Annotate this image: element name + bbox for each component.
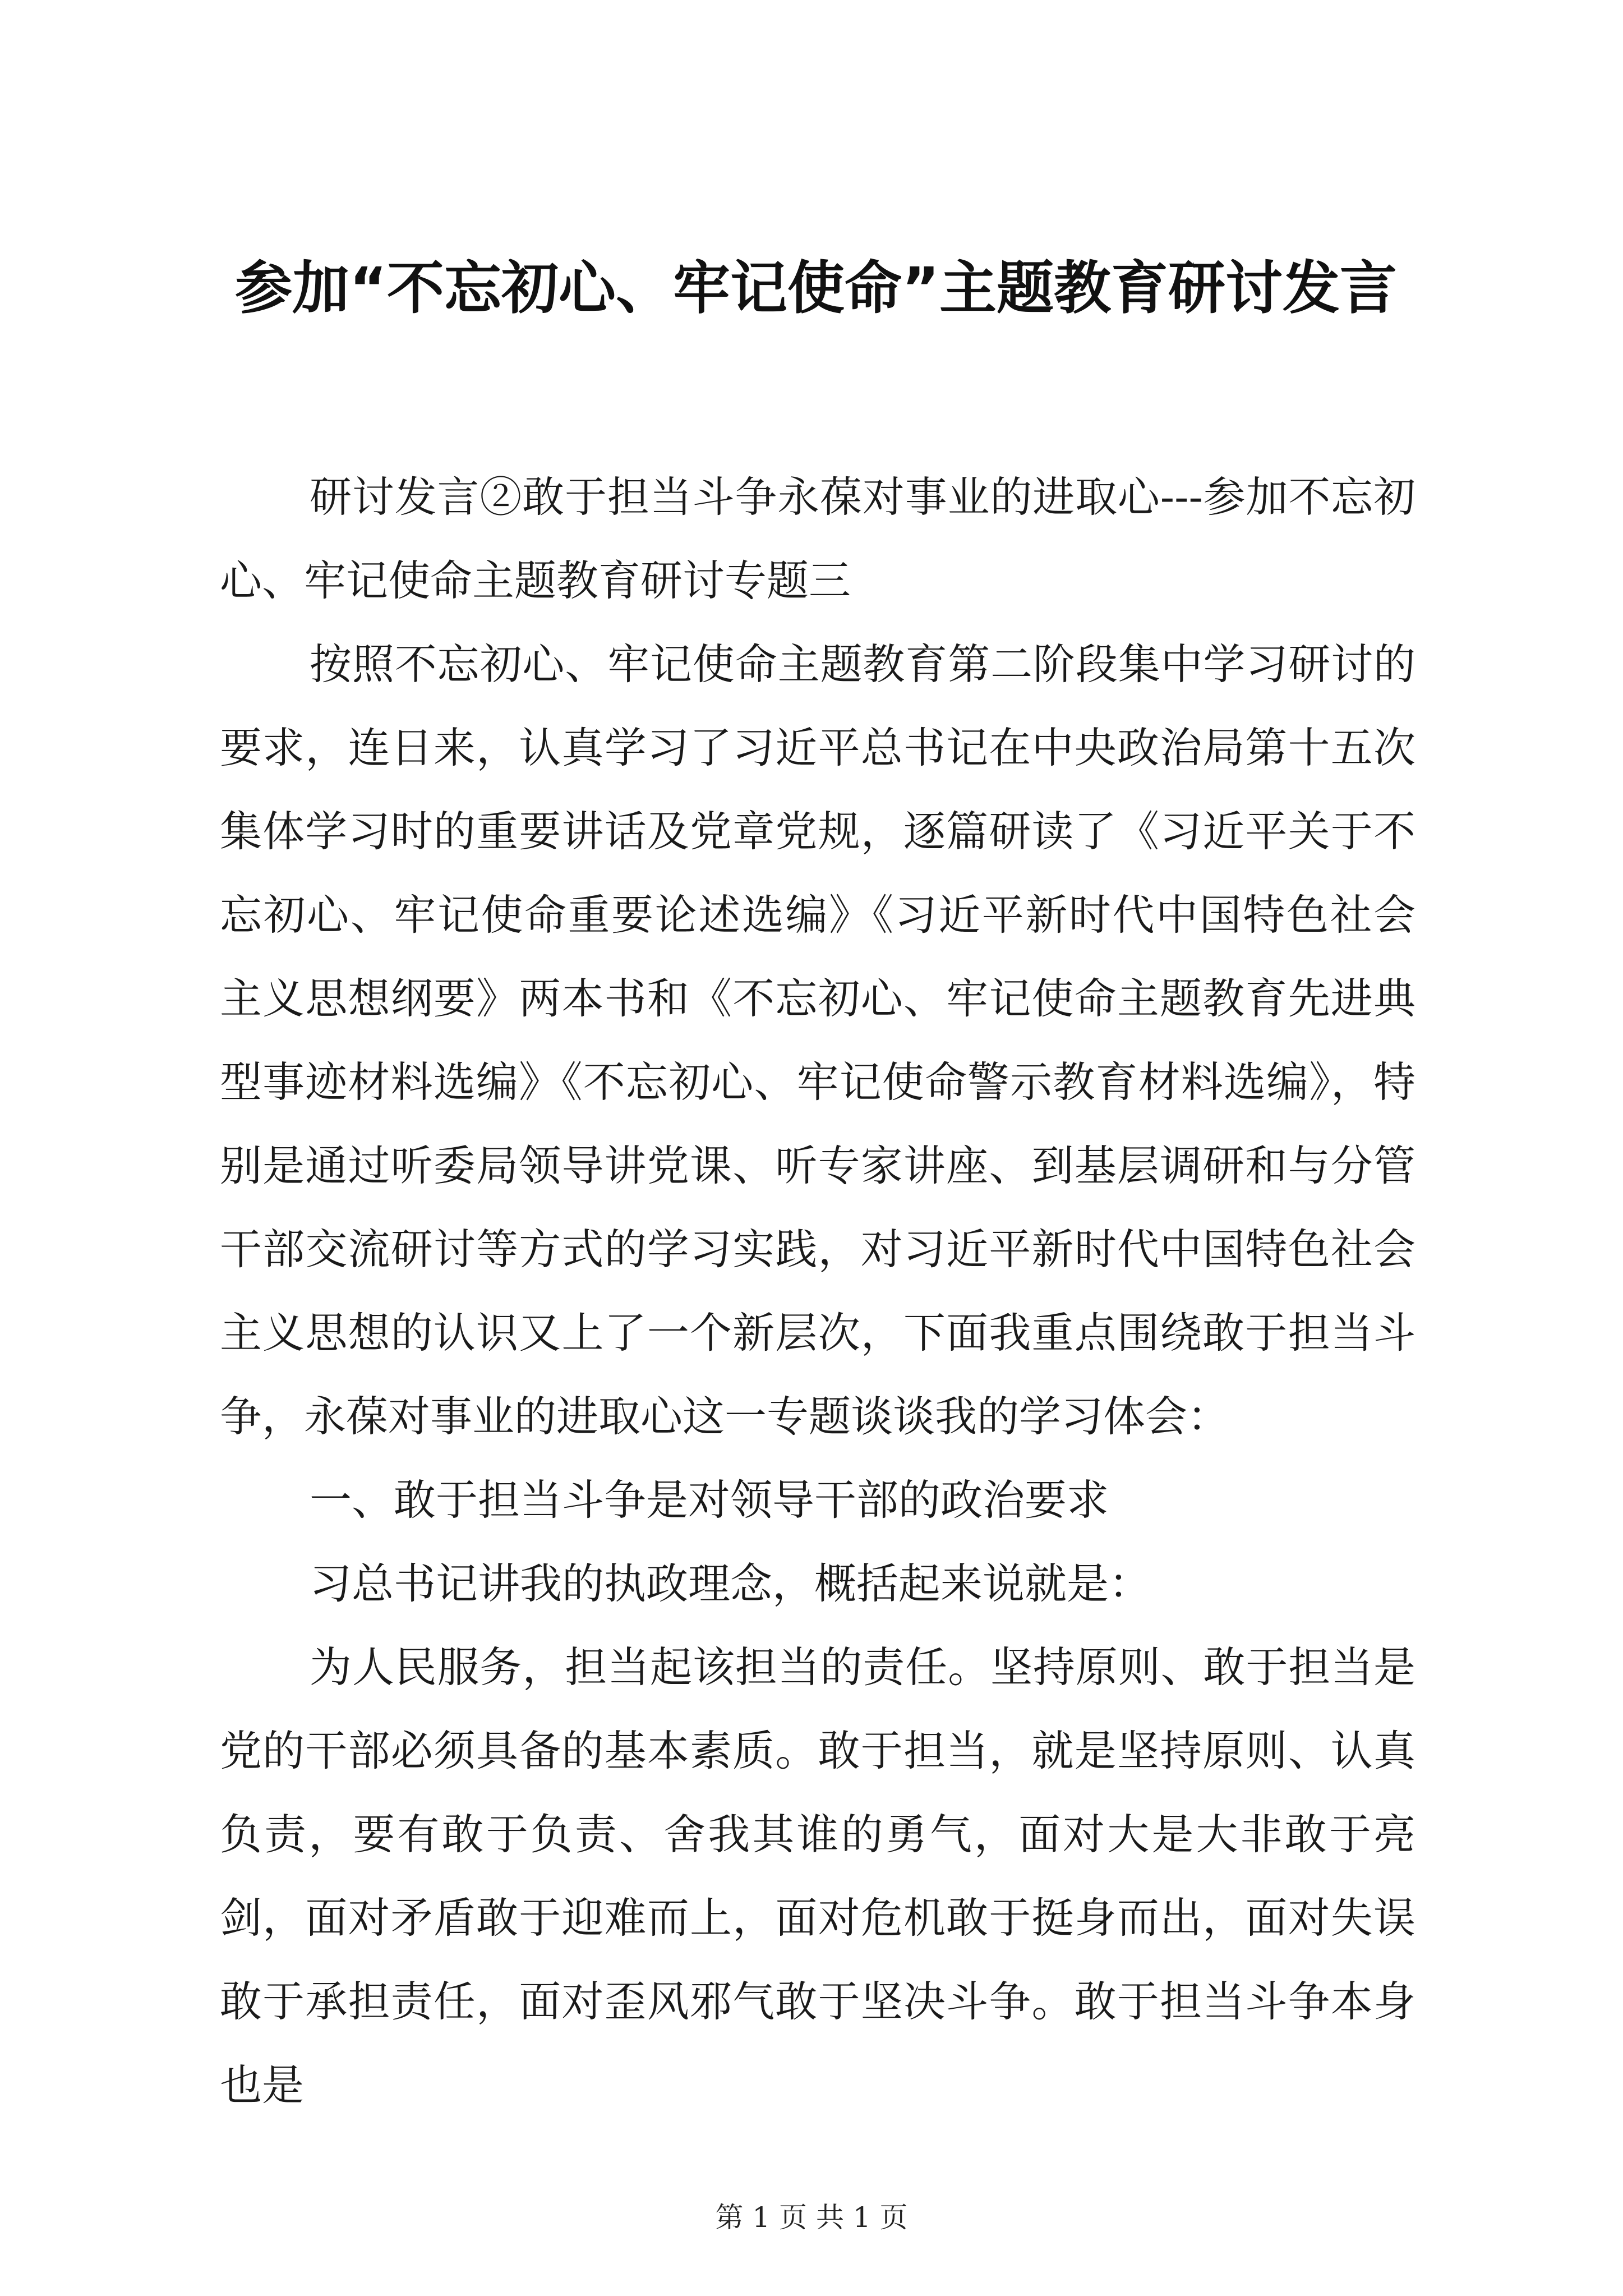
- paragraph-quote-intro: 习总书记讲我的执政理念，概括起来说就是：: [310, 1559, 1151, 1608]
- page-number-footer: 第 1 页 共 1 页: [715, 2201, 908, 2234]
- paragraph-responsibility: 为人民服务，担当起该担当的责任。坚持原则、敢于担当是党的干部必须具备的基本素质。敢于担当，就是坚持原则、认真负责，要有敢于负责、舍我其谁的勇气，面对大是大非敢于亮剑，面对矛盾敢于迎难而上，面对危机敢于挺身而出，面对失误敢于承担责任，面对歪风邪气敢于坚决斗争。敢于担当斗争本身也是: [220, 1642, 1415, 2110]
- document-body: [220, 455, 1415, 2127]
- section-heading-one: 一、敢于担当斗争是对领导干部的政治要求: [310, 1475, 1109, 1525]
- document-title: 参加“不忘初心、牢记使命”主题教育研讨发言: [234, 255, 1398, 322]
- paragraph-seminar-subtitle: 研讨发言②敢于担当斗争永葆对事业的进取心---参加不忘初心、牢记使命主题教育研讨专题三: [220, 472, 1415, 605]
- paragraph-study-summary: 按照不忘初心、牢记使命主题教育第二阶段集中学习研讨的要求，连日来，认真学习了习近平总书记在中央政治局第十五次集体学习时的重要讲话及党章党规，逐篇研读了《习近平关于不忘初心、牢记使命重要论述选编》《习近平新时代中国特色社会主义思想纲要》两本书和《不忘初心、牢记使命主题教育先进典型事迹材料选编》《不忘初心、牢记使命警示教育材料选编》，特别是通过听委局领导讲党课、听专家讲座、到基层调研和与分管干部交流研讨等方式的学习实践，对习近平新时代中国特色社会主义思想的认识又上了一个新层次，下面我重点围绕敢于担当斗争，永葆对事业的进取心这一专题谈谈我的学习体会：: [220, 639, 1415, 1441]
